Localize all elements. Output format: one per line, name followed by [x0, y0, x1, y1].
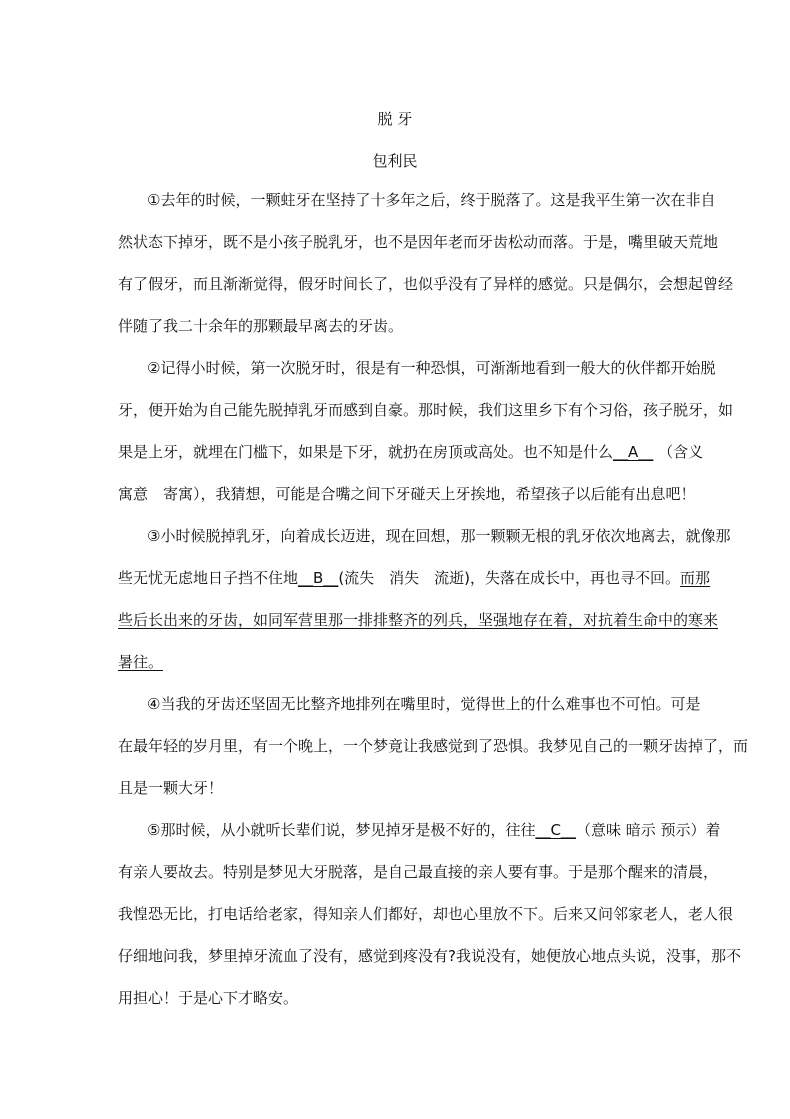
paragraph-5-line-1 — [147, 820, 727, 840]
paragraph-1-line-4: 伴随了我二十余年的那颗最早离去的牙齿。 — [118, 317, 404, 335]
paragraph-1-line-1: ①去年的时候，一颗蛀牙在坚持了十多年之后，终于脱落了。这是我平生第一次在非自 — [147, 191, 716, 209]
blank-a[interactable]: __A__ — [613, 443, 654, 461]
paragraph-3-line-2 — [118, 568, 711, 588]
paragraph-5-line-1-text: ⑤那时候，从小就听长辈们说，梦见掉牙是极不好的，往往 — [147, 821, 536, 839]
underlined-sentence-start: 而那 — [680, 569, 711, 587]
paragraph-5-line-4: 仔细地问我，梦里掉牙流血了没有，感觉到疼没有?我说没有，她便放心地点头说，没事，那不 — [118, 947, 741, 965]
article-author: 包利民 — [372, 152, 418, 170]
paragraph-3-line-3-underlined: 些后长出来的牙齿，如同军营里那一排排整齐的列兵，坚强地存在着，对抗着生命中的寒来 — [118, 611, 719, 629]
paragraph-2-line-2: 牙，便开始为自己能先脱掉乳牙而感到自豪。那时候，我们这里乡下有个习俗，孩子脱牙，如 — [118, 401, 734, 419]
blank-c-options: （意味 暗示 预示）着 — [575, 821, 721, 839]
paragraph-4-line-1: ④当我的牙齿还坚固无比整齐地排列在嘴里时，觉得世上的什么难事也不可怕。可是 — [147, 695, 701, 713]
paragraph-5-line-5: 用担心！于是心下才略安。 — [118, 989, 299, 1007]
blank-a-options: （含义 — [658, 443, 704, 461]
blank-b-options: (流失 消失 流逝)，失落在成长中，再也寻不回。 — [338, 569, 681, 587]
blank-b[interactable]: __B__ — [298, 569, 339, 587]
paragraph-1-line-2: 然状态下掉牙，既不是小孩子脱乳牙，也不是因年老而牙齿松动而落。于是，嘴里破天荒地 — [118, 233, 719, 251]
blank-c[interactable]: __C__ — [535, 821, 576, 839]
paragraph-4-line-2: 在最年轻的岁月里，有一个晚上，一个梦竟让我感觉到了恐惧。我梦见自己的一颗牙齿掉了，而 — [118, 737, 749, 755]
paragraph-2-line-1: ②记得小时候，第一次脱牙时，很是有一种恐惧，可渐渐地看到一般大的伙伴都开始脱 — [147, 359, 716, 377]
paragraph-5-line-2: 有亲人要故去。特别是梦见大牙脱落，是自己最直接的亲人要有事。于是那个醒来的清晨， — [118, 863, 719, 881]
paragraph-5-line-3: 我惶恐无比，打电话给老家，得知亲人们都好，却也心里放不下。后来又问邻家老人，老人很 — [118, 905, 734, 923]
paragraph-2-line-3-text: 果是上牙，就埋在门槛下，如果是下牙，就扔在房顶或高处。也不知是什么 — [118, 443, 614, 461]
article-title: 脱 牙 — [377, 110, 413, 128]
paragraph-2-line-4: 寓意 寄寓），我猜想，可能是合嘴之间下牙碰天上牙挨地，希望孩子以后能有出息吧！ — [118, 485, 696, 503]
paragraph-1-line-3: 有了假牙，而且渐渐觉得，假牙时间长了，也似乎没有了异样的感觉。只是偶尔，会想起曾经 — [118, 275, 734, 293]
paragraph-4-line-3: 且是一颗大牙！ — [118, 779, 224, 797]
paragraph-3-line-2-text: 些无忧无虑地日子挡不住地 — [118, 569, 299, 587]
paragraph-2-line-3 — [118, 442, 704, 462]
paragraph-3-line-4-underlined: 暑往。 — [118, 653, 164, 671]
paragraph-3-line-1: ③小时候脱掉乳牙，向着成长迈进，现在回想，那一颗颗无根的乳牙依次地离去，就像那 — [147, 527, 731, 545]
